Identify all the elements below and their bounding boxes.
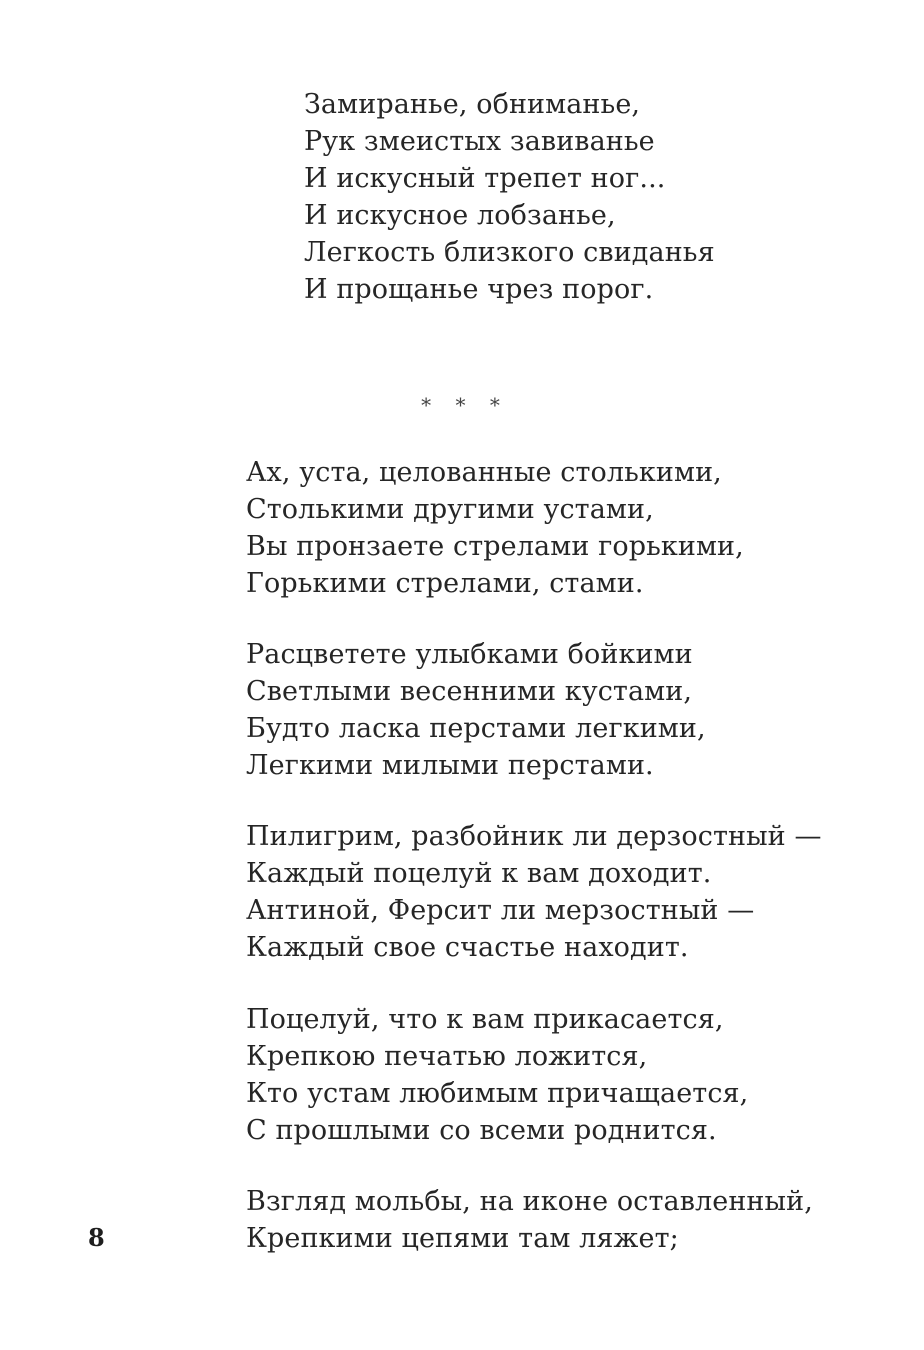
verse-line: И искусный трепет ног...	[304, 163, 666, 194]
verse-line: Замиранье, обниманье,	[304, 89, 641, 120]
verse-line: Пилигрим, разбойник ли дерзостный —	[246, 821, 822, 852]
verse-line: С прошлыми со всеми роднится.	[246, 1115, 717, 1146]
verse-line: Рук змеистых завиванье	[304, 126, 655, 157]
page-number: 8	[88, 1223, 105, 1252]
verse-line: И искусное лобзанье,	[304, 200, 616, 231]
verse-line: Легкими милыми перстами.	[246, 750, 654, 781]
verse-line: Горькими стрелами, стами.	[246, 568, 644, 599]
poem-fragment-stanza	[304, 86, 715, 308]
verse-line: Столькими другими устами,	[246, 494, 654, 525]
verse-line: Поцелуй, что к вам прикасается,	[246, 1004, 724, 1035]
verse-line: Кто устам любимым причащается,	[246, 1078, 749, 1109]
poem-stanza-2	[246, 636, 706, 784]
poem-stanza-4	[246, 1001, 748, 1149]
verse-line: Светлыми весенними кустами,	[246, 676, 693, 707]
poem-stanza-3	[246, 818, 822, 966]
verse-line: Крепкими цепями там ляжет;	[246, 1223, 679, 1254]
verse-line: Будто ласка перстами легкими,	[246, 713, 706, 744]
poem-stanza-5	[246, 1183, 813, 1257]
poem-divider: * * *	[421, 393, 509, 417]
verse-line: Ах, уста, целованные столькими,	[246, 457, 722, 488]
verse-line: Каждый свое счастье находит.	[246, 932, 689, 963]
verse-line: Антиной, Ферсит ли мерзостный —	[246, 895, 755, 926]
verse-line: Каждый поцелуй к вам доходит.	[246, 858, 712, 889]
verse-line: Крепкою печатью ложится,	[246, 1041, 648, 1072]
verse-line: Расцветете улыбками бойкими	[246, 639, 693, 670]
verse-line: И прощанье чрез порог.	[304, 274, 654, 305]
verse-line: Вы пронзаете стрелами горькими,	[246, 531, 744, 562]
verse-line: Легкость близкого свиданья	[304, 237, 715, 268]
verse-line: Взгляд мольбы, на иконе оставленный,	[246, 1186, 813, 1217]
poem-stanza-1	[246, 454, 744, 602]
